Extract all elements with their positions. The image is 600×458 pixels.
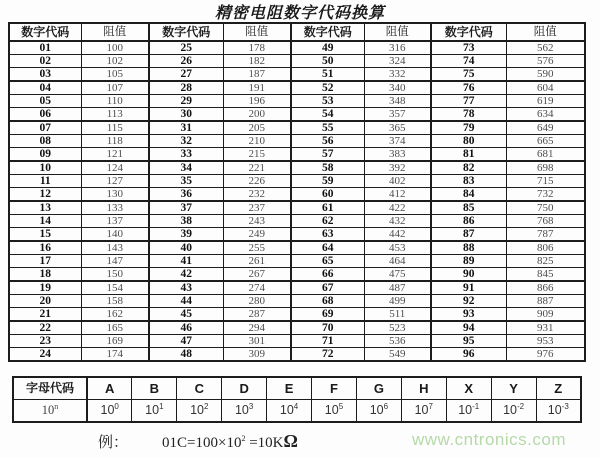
value-cell: 205 bbox=[223, 121, 291, 135]
value-cell: 442 bbox=[364, 228, 431, 242]
code-cell: 86 bbox=[431, 215, 506, 228]
code-cell: 18 bbox=[9, 268, 81, 282]
value-cell: 124 bbox=[81, 161, 149, 175]
value-cell: 845 bbox=[506, 268, 585, 282]
table-row bbox=[9, 255, 585, 268]
value-cell: 348 bbox=[364, 95, 431, 108]
code-cell: 92 bbox=[431, 295, 506, 308]
value-cell: 562 bbox=[506, 41, 585, 55]
code-cell: 55 bbox=[291, 121, 364, 135]
code-cell: 36 bbox=[149, 188, 223, 202]
letter-cell: C bbox=[177, 377, 222, 400]
table-row bbox=[9, 41, 585, 55]
value-cell: 412 bbox=[364, 188, 431, 202]
value-cell: 200 bbox=[223, 108, 291, 122]
code-cell: 94 bbox=[431, 321, 506, 335]
letter-cell: A bbox=[87, 377, 132, 400]
code-cell: 40 bbox=[149, 241, 223, 255]
value-cell: 169 bbox=[81, 335, 149, 348]
value-cell: 196 bbox=[223, 95, 291, 108]
value-cell: 590 bbox=[506, 68, 585, 82]
code-cell: 13 bbox=[9, 201, 81, 215]
code-cell: 08 bbox=[9, 135, 81, 148]
table-row bbox=[9, 55, 585, 68]
value-cell: 383 bbox=[364, 148, 431, 162]
code-cell: 34 bbox=[149, 161, 223, 175]
value-cell: 750 bbox=[506, 201, 585, 215]
value-cell: 267 bbox=[223, 268, 291, 282]
value-cell: 604 bbox=[506, 81, 585, 95]
code-cell: 63 bbox=[291, 228, 364, 242]
code-cell: 48 bbox=[149, 348, 223, 362]
table-row bbox=[9, 228, 585, 242]
value-cell: 110 bbox=[81, 95, 149, 108]
omega-symbol: Ω bbox=[283, 431, 298, 451]
code-cell: 58 bbox=[291, 161, 364, 175]
code-cell: 30 bbox=[149, 108, 223, 122]
example-label: 例： bbox=[98, 435, 129, 451]
value-cell: 107 bbox=[81, 81, 149, 95]
value-cell: 357 bbox=[364, 108, 431, 122]
value-cell: 113 bbox=[81, 108, 149, 122]
code-cell: 19 bbox=[9, 281, 81, 295]
code-cell: 20 bbox=[9, 295, 81, 308]
code-cell: 02 bbox=[9, 55, 81, 68]
value-cell: 150 bbox=[81, 268, 149, 282]
code-cell: 39 bbox=[149, 228, 223, 242]
code-cell: 37 bbox=[149, 201, 223, 215]
table-row bbox=[9, 188, 585, 202]
code-cell: 68 bbox=[291, 295, 364, 308]
value-cell: 619 bbox=[506, 95, 585, 108]
code-cell: 82 bbox=[431, 161, 506, 175]
table-row bbox=[9, 295, 585, 308]
code-cell: 79 bbox=[431, 121, 506, 135]
multiplier-cell: $10^6$ bbox=[356, 400, 401, 423]
value-cell: 154 bbox=[81, 281, 149, 295]
value-cell: 274 bbox=[223, 281, 291, 295]
value-cell: 140 bbox=[81, 228, 149, 242]
value-cell: 261 bbox=[223, 255, 291, 268]
value-cell: 909 bbox=[506, 308, 585, 322]
value-cell: 115 bbox=[81, 121, 149, 135]
main-table-header-row bbox=[9, 23, 585, 41]
table-row bbox=[9, 281, 585, 295]
value-cell: 182 bbox=[223, 55, 291, 68]
code-column-header: 数字代码 bbox=[9, 23, 81, 41]
value-cell: 634 bbox=[506, 108, 585, 122]
code-cell: 95 bbox=[431, 335, 506, 348]
value-cell: 158 bbox=[81, 295, 149, 308]
code-cell: 51 bbox=[291, 68, 364, 82]
value-cell: 287 bbox=[223, 308, 291, 322]
code-cell: 76 bbox=[431, 81, 506, 95]
code-cell: 77 bbox=[431, 95, 506, 108]
value-cell: 165 bbox=[81, 321, 149, 335]
value-cell: 280 bbox=[223, 295, 291, 308]
value-cell: 340 bbox=[364, 81, 431, 95]
table-row bbox=[9, 308, 585, 322]
code-cell: 28 bbox=[149, 81, 223, 95]
value-cell: 475 bbox=[364, 268, 431, 282]
multiplier-cell: $10^{-3}$ bbox=[536, 400, 581, 423]
code-cell: 78 bbox=[431, 108, 506, 122]
letter-code-header: 字母代码 bbox=[13, 377, 87, 400]
code-cell: 16 bbox=[9, 241, 81, 255]
code-cell: 35 bbox=[149, 175, 223, 188]
code-cell: 59 bbox=[291, 175, 364, 188]
value-cell: 806 bbox=[506, 241, 585, 255]
code-cell: 29 bbox=[149, 95, 223, 108]
value-cell: 137 bbox=[81, 215, 149, 228]
table-row bbox=[9, 335, 585, 348]
multiplier-cell: $10^0$ bbox=[87, 400, 132, 423]
code-cell: 38 bbox=[149, 215, 223, 228]
code-cell: 67 bbox=[291, 281, 364, 295]
table-row bbox=[9, 348, 585, 362]
table-row bbox=[9, 121, 585, 135]
value-cell: 464 bbox=[364, 255, 431, 268]
code-cell: 73 bbox=[431, 41, 506, 55]
base-ten-label: 10$^n$ bbox=[13, 400, 87, 423]
value-cell: 422 bbox=[364, 201, 431, 215]
value-column-header: 阻值 bbox=[364, 23, 431, 41]
table-row bbox=[9, 321, 585, 335]
value-cell: 715 bbox=[506, 175, 585, 188]
value-cell: 105 bbox=[81, 68, 149, 82]
value-cell: 649 bbox=[506, 121, 585, 135]
code-cell: 81 bbox=[431, 148, 506, 162]
value-column-header: 阻值 bbox=[223, 23, 291, 41]
value-cell: 499 bbox=[364, 295, 431, 308]
code-cell: 32 bbox=[149, 135, 223, 148]
code-cell: 23 bbox=[9, 335, 81, 348]
code-cell: 60 bbox=[291, 188, 364, 202]
code-cell: 07 bbox=[9, 121, 81, 135]
letter-cell: H bbox=[401, 377, 446, 400]
value-cell: 332 bbox=[364, 68, 431, 82]
letter-cell: E bbox=[267, 377, 312, 400]
code-cell: 14 bbox=[9, 215, 81, 228]
code-cell: 27 bbox=[149, 68, 223, 82]
code-cell: 65 bbox=[291, 255, 364, 268]
code-cell: 52 bbox=[291, 81, 364, 95]
code-cell: 57 bbox=[291, 148, 364, 162]
code-cell: 22 bbox=[9, 321, 81, 335]
value-cell: 187 bbox=[223, 68, 291, 82]
value-cell: 232 bbox=[223, 188, 291, 202]
value-cell: 133 bbox=[81, 201, 149, 215]
code-cell: 31 bbox=[149, 121, 223, 135]
value-cell: 178 bbox=[223, 41, 291, 55]
code-column-header: 数字代码 bbox=[291, 23, 364, 41]
code-cell: 21 bbox=[9, 308, 81, 322]
code-column-header: 数字代码 bbox=[431, 23, 506, 41]
value-cell: 118 bbox=[81, 135, 149, 148]
value-column-header: 阻值 bbox=[81, 23, 149, 41]
value-cell: 825 bbox=[506, 255, 585, 268]
code-cell: 15 bbox=[9, 228, 81, 242]
code-cell: 56 bbox=[291, 135, 364, 148]
table-row bbox=[9, 68, 585, 82]
multiplier-cell: $10^7$ bbox=[401, 400, 446, 423]
code-cell: 47 bbox=[149, 335, 223, 348]
code-cell: 85 bbox=[431, 201, 506, 215]
code-cell: 72 bbox=[291, 348, 364, 362]
value-cell: 732 bbox=[506, 188, 585, 202]
value-cell: 866 bbox=[506, 281, 585, 295]
table-row bbox=[9, 95, 585, 108]
code-cell: 46 bbox=[149, 321, 223, 335]
value-cell: 237 bbox=[223, 201, 291, 215]
example-line bbox=[98, 431, 298, 452]
value-cell: 249 bbox=[223, 228, 291, 242]
example-formula: $01C=100\times 10^2 =10K\Omega$ bbox=[162, 431, 298, 451]
value-cell: 102 bbox=[81, 55, 149, 68]
value-cell: 162 bbox=[81, 308, 149, 322]
value-cell: 576 bbox=[506, 55, 585, 68]
watermark: www.cntronics.com bbox=[412, 430, 566, 449]
multiplier-cell: $10^4$ bbox=[267, 400, 312, 423]
value-cell: 453 bbox=[364, 241, 431, 255]
code-cell: 71 bbox=[291, 335, 364, 348]
value-cell: 787 bbox=[506, 228, 585, 242]
code-cell: 62 bbox=[291, 215, 364, 228]
table-row bbox=[9, 241, 585, 255]
code-cell: 05 bbox=[9, 95, 81, 108]
multiplier-cell: $10^{-2}$ bbox=[491, 400, 536, 423]
table-row bbox=[9, 148, 585, 162]
value-cell: 174 bbox=[81, 348, 149, 362]
value-cell: 511 bbox=[364, 308, 431, 322]
letter-header-row bbox=[13, 377, 581, 400]
table-row bbox=[9, 81, 585, 95]
value-cell: 487 bbox=[364, 281, 431, 295]
table-row bbox=[9, 161, 585, 175]
table-row bbox=[9, 175, 585, 188]
table-row bbox=[9, 215, 585, 228]
letter-cell: Y bbox=[491, 377, 536, 400]
code-cell: 42 bbox=[149, 268, 223, 282]
value-cell: 309 bbox=[223, 348, 291, 362]
page-title: 精密电阻数字代码换算 bbox=[214, 5, 385, 22]
value-cell: 536 bbox=[364, 335, 431, 348]
code-cell: 87 bbox=[431, 228, 506, 242]
code-cell: 74 bbox=[431, 55, 506, 68]
multiplier-cell: $10^1$ bbox=[132, 400, 177, 423]
value-cell: 365 bbox=[364, 121, 431, 135]
letter-cell: Z bbox=[536, 377, 581, 400]
code-cell: 24 bbox=[9, 348, 81, 362]
code-cell: 45 bbox=[149, 308, 223, 322]
value-cell: 100 bbox=[81, 41, 149, 55]
resistor-code-table bbox=[8, 22, 586, 362]
multiplier-cell: $10^3$ bbox=[222, 400, 267, 423]
code-cell: 54 bbox=[291, 108, 364, 122]
value-cell: 665 bbox=[506, 135, 585, 148]
letter-cell: G bbox=[356, 377, 401, 400]
code-cell: 64 bbox=[291, 241, 364, 255]
code-cell: 69 bbox=[291, 308, 364, 322]
code-cell: 11 bbox=[9, 175, 81, 188]
code-cell: 49 bbox=[291, 41, 364, 55]
code-cell: 33 bbox=[149, 148, 223, 162]
code-cell: 17 bbox=[9, 255, 81, 268]
value-cell: 931 bbox=[506, 321, 585, 335]
code-cell: 84 bbox=[431, 188, 506, 202]
code-cell: 66 bbox=[291, 268, 364, 282]
code-cell: 93 bbox=[431, 308, 506, 322]
code-cell: 26 bbox=[149, 55, 223, 68]
value-cell: 127 bbox=[81, 175, 149, 188]
value-cell: 294 bbox=[223, 321, 291, 335]
code-cell: 41 bbox=[149, 255, 223, 268]
code-cell: 01 bbox=[9, 41, 81, 55]
value-cell: 215 bbox=[223, 148, 291, 162]
value-cell: 402 bbox=[364, 175, 431, 188]
code-cell: 96 bbox=[431, 348, 506, 362]
value-cell: 698 bbox=[506, 161, 585, 175]
value-cell: 210 bbox=[223, 135, 291, 148]
value-cell: 324 bbox=[364, 55, 431, 68]
code-cell: 25 bbox=[149, 41, 223, 55]
code-cell: 75 bbox=[431, 68, 506, 82]
code-column-header: 数字代码 bbox=[149, 23, 223, 41]
code-cell: 50 bbox=[291, 55, 364, 68]
table-row bbox=[9, 201, 585, 215]
code-cell: 61 bbox=[291, 201, 364, 215]
value-cell: 121 bbox=[81, 148, 149, 162]
multiplier-cell: $10^2$ bbox=[177, 400, 222, 423]
value-cell: 549 bbox=[364, 348, 431, 362]
value-cell: 432 bbox=[364, 215, 431, 228]
value-cell: 255 bbox=[223, 241, 291, 255]
value-cell: 316 bbox=[364, 41, 431, 55]
code-cell: 06 bbox=[9, 108, 81, 122]
value-cell: 143 bbox=[81, 241, 149, 255]
value-cell: 953 bbox=[506, 335, 585, 348]
code-cell: 90 bbox=[431, 268, 506, 282]
value-cell: 392 bbox=[364, 161, 431, 175]
letter-cell: B bbox=[132, 377, 177, 400]
value-cell: 523 bbox=[364, 321, 431, 335]
value-cell: 887 bbox=[506, 295, 585, 308]
code-cell: 44 bbox=[149, 295, 223, 308]
value-cell: 130 bbox=[81, 188, 149, 202]
letter-code-table bbox=[12, 376, 582, 423]
code-cell: 09 bbox=[9, 148, 81, 162]
code-cell: 04 bbox=[9, 81, 81, 95]
value-cell: 221 bbox=[223, 161, 291, 175]
exponent-row bbox=[13, 400, 581, 423]
letter-cell: D bbox=[222, 377, 267, 400]
multiplier-cell: $10^5$ bbox=[312, 400, 357, 423]
code-cell: 03 bbox=[9, 68, 81, 82]
code-cell: 12 bbox=[9, 188, 81, 202]
value-cell: 243 bbox=[223, 215, 291, 228]
code-cell: 70 bbox=[291, 321, 364, 335]
letter-cell: F bbox=[312, 377, 357, 400]
table-row bbox=[9, 135, 585, 148]
table-row bbox=[9, 108, 585, 122]
code-cell: 10 bbox=[9, 161, 81, 175]
code-cell: 53 bbox=[291, 95, 364, 108]
value-cell: 768 bbox=[506, 215, 585, 228]
value-cell: 226 bbox=[223, 175, 291, 188]
value-cell: 147 bbox=[81, 255, 149, 268]
code-cell: 91 bbox=[431, 281, 506, 295]
code-cell: 80 bbox=[431, 135, 506, 148]
code-cell: 43 bbox=[149, 281, 223, 295]
table-row bbox=[9, 268, 585, 282]
code-cell: 83 bbox=[431, 175, 506, 188]
value-column-header: 阻值 bbox=[506, 23, 585, 41]
value-cell: 374 bbox=[364, 135, 431, 148]
code-cell: 88 bbox=[431, 241, 506, 255]
letter-cell: X bbox=[446, 377, 491, 400]
value-cell: 191 bbox=[223, 81, 291, 95]
value-cell: 681 bbox=[506, 148, 585, 162]
value-cell: 301 bbox=[223, 335, 291, 348]
code-cell: 89 bbox=[431, 255, 506, 268]
value-cell: 976 bbox=[506, 348, 585, 362]
multiplier-cell: $10^{-1}$ bbox=[446, 400, 491, 423]
